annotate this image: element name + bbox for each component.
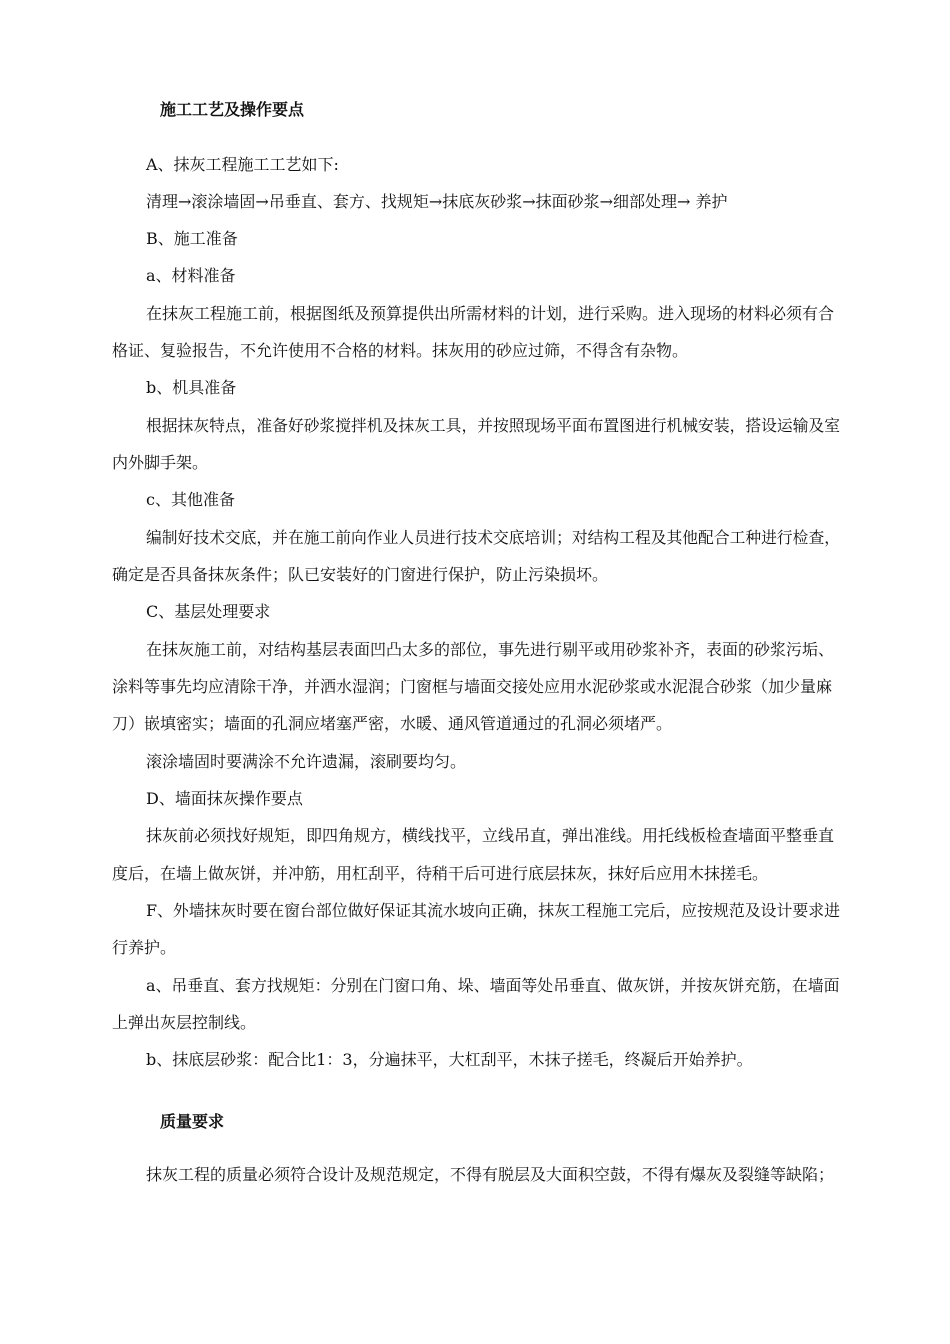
paragraph-line: b、机具准备 <box>146 378 237 397</box>
paragraph-line: B、施工准备 <box>146 229 238 248</box>
paragraph-line: 刀）嵌填密实；墙面的孔洞应堵塞严密，水暖、通风管道通过的孔洞必须堵严。 <box>112 714 673 733</box>
paragraph-line: 在抹灰工程施工前，根据图纸及预算提供出所需材料的计划，进行采购。进入现场的材料必须有合 <box>146 304 835 323</box>
paragraph-line: a、吊垂直、套方找规矩：分别在门窗口角、垛、墙面等处吊垂直、做灰饼，并按灰饼充筋，在墙面 <box>146 976 840 995</box>
paragraph-line: F、外墙抹灰时要在窗台部位做好保证其流水坡向正确，抹灰工程施工完后，应按规范及设计要求进 <box>146 901 841 920</box>
paragraph-line: 行养护。 <box>112 938 177 957</box>
paragraph-line: 上弹出灰层控制线。 <box>112 1013 257 1032</box>
paragraph-line: 在抹灰施工前，对结构基层表面凹凸太多的部位，事先进行剔平或用砂浆补齐，表面的砂浆污垢、 <box>146 640 835 659</box>
paragraph-line: 清理→滚涂墙固→吊垂直、套方、找规矩→抹底灰砂浆→抹面砂浆→细部处理→ 养护 <box>146 192 728 211</box>
paragraph-line: 涂料等事先均应清除干净，并洒水湿润；门窗框与墙面交接处应用水泥砂浆或水泥混合砂浆（加少量麻 <box>112 677 833 696</box>
paragraph-line: D、墙面抹灰操作要点 <box>146 789 303 808</box>
paragraph-line: 根据抹灰特点，准备好砂浆搅拌机及抹灰工具，并按照现场平面布置图进行机械安装，搭设运输及室 <box>146 416 841 435</box>
paragraph-line: 滚涂墙固时要满涂不允许遗漏，滚刷要均匀。 <box>146 752 467 771</box>
paragraph-line: 格证、复验报告，不允许使用不合格的材料。抹灰用的砂应过筛，不得含有杂物。 <box>112 341 689 360</box>
paragraph-line: 度后，在墙上做灰饼，并冲筋，用杠刮平，待稍干后可进行底层抹灰，抹好后应用木抹搓毛。 <box>112 864 769 883</box>
paragraph-line: c、其他准备 <box>146 490 235 509</box>
paragraph-line: 抹灰工程的质量必须符合设计及规范规定，不得有脱层及大面积空鼓，不得有爆灰及裂缝等缺陷； <box>146 1165 835 1184</box>
paragraph-line: 抹灰前必须找好规矩，即四角规方，横线找平，立线吊直，弹出准线。用托线板检查墙面平整垂直 <box>146 826 835 845</box>
section-heading-quality: 质量要求 <box>160 1112 225 1131</box>
paragraph-line: b、抹底层砂浆：配合比1：3，分遍抹平，大杠刮平，木抹子搓毛，终凝后开始养护。 <box>146 1050 753 1069</box>
paragraph-line: C、基层处理要求 <box>146 602 271 621</box>
paragraph-line: a、材料准备 <box>146 266 236 285</box>
section-heading-construction: 施工工艺及操作要点 <box>160 100 305 119</box>
paragraph-line: 确定是否具备抹灰条件；队已安装好的门窗进行保护，防止污染损坏。 <box>112 565 609 584</box>
paragraph-line: A、抹灰工程施工工艺如下: <box>146 155 339 174</box>
paragraph-line: 内外脚手架。 <box>112 453 209 472</box>
paragraph-line: 编制好技术交底，并在施工前向作业人员进行技术交底培训；对结构工程及其他配合工种进行检查， <box>146 528 841 547</box>
